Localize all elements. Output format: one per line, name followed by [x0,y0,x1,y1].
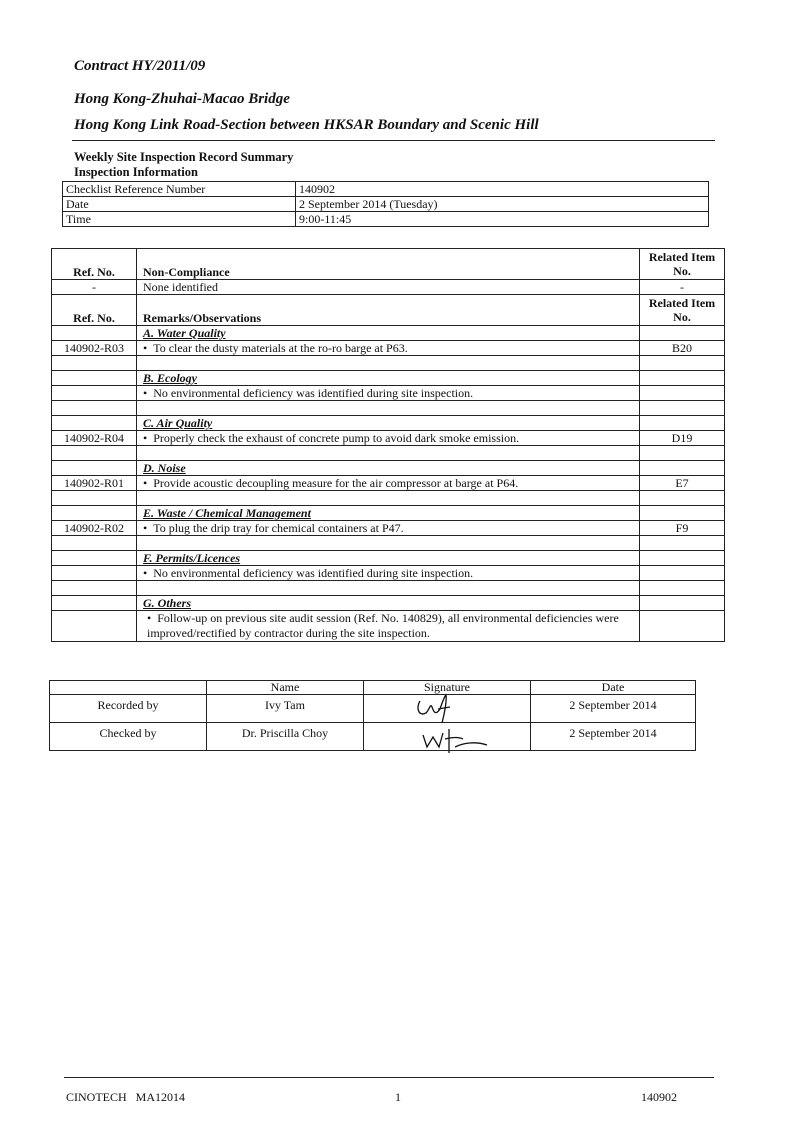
non-compliance-header [52,249,725,280]
related-header: Related Item No. [640,249,725,280]
date-header: Date [531,681,696,695]
remark-row [52,341,725,356]
section-heading-row [52,416,725,431]
ref-cell: 140902-R01 [52,476,137,491]
section-heading: A. Water Quality [143,326,226,340]
findings-table [51,248,725,642]
info-row [63,197,709,212]
info-label: Time [63,212,296,227]
section-heading: B. Ecology [143,371,197,385]
ref-cell: 140902-R02 [52,521,137,536]
record-title: Weekly Site Inspection Record Summary [74,150,294,164]
related-cell [640,611,725,642]
role-label: Recorded by [50,695,207,723]
section-heading-row [52,506,725,521]
info-value: 2 September 2014 (Tuesday) [296,197,709,212]
blank-row [52,491,725,506]
signer-name: Ivy Tam [207,695,364,723]
related-cell [640,386,725,401]
role-label: Checked by [50,723,207,751]
remark-text: • Provide acoustic decoupling measure for the air compressor at barge at P64. [137,476,640,491]
remark-text: • Follow-up on previous site audit session (Ref. No. 140829), all environmental deficiencies were improved/rectified by contractor during the site inspection. [147,611,619,640]
signature-cell [364,723,531,751]
ref-cell [52,566,137,581]
signature-header: Signature [364,681,531,695]
sign-date: 2 September 2014 [531,695,696,723]
remarks-header [52,295,725,326]
info-value: 140902 [296,182,709,197]
section-heading: E. Waste / Chemical Management [143,506,311,520]
blank-row [52,536,725,551]
ref-header: Ref. No. [52,295,137,326]
info-row [63,212,709,227]
info-label: Checklist Reference Number [63,182,296,197]
recorded-signature [414,693,484,723]
name-header: Name [207,681,364,695]
remark-row [52,476,725,491]
related-cell [640,566,725,581]
ref-cell: 140902-R03 [52,341,137,356]
related-header: Related Item No. [640,295,725,326]
section-heading-row [52,551,725,566]
remark-row [52,431,725,446]
section-heading-row [52,326,725,341]
blank-row [52,401,725,416]
ref-cell [52,386,137,401]
blank-row [52,446,725,461]
footer-ref: 140902 [641,1090,677,1104]
remark-row [52,566,725,581]
remark-text: • To clear the dusty materials at the ro-ro barge at P63. [137,341,640,356]
section-heading: C. Air Quality [143,416,213,430]
signoff-row [50,695,696,723]
blank-row [52,356,725,371]
section-title: Hong Kong Link Road-Section between HKSAR Boundary and Scenic Hill [74,117,539,133]
inspection-info-title: Inspection Information [74,165,198,179]
signature-cell [364,695,531,723]
signoff-row [50,723,696,751]
section-heading: G. Others [143,596,192,610]
related-cell: E7 [640,476,725,491]
remark-text: • To plug the drip tray for chemical containers at P47. [137,521,640,536]
ref-header: Ref. No. [52,249,137,280]
remark-row [52,611,725,642]
contract-number: Contract HY/2011/09 [74,58,206,74]
section-heading-row [52,371,725,386]
role-header [50,681,207,695]
info-value: 9:00-11:45 [296,212,709,227]
signoff-header-row [50,681,696,695]
inspection-info-table [62,181,709,227]
signoff-table [49,680,696,751]
checked-signature [419,725,509,755]
section-heading-row [52,461,725,476]
sign-date: 2 September 2014 [531,723,696,751]
remark-row [52,521,725,536]
remark-text: • No environmental deficiency was identified during site inspection. [137,386,640,401]
section-heading: F. Permits/Licences [143,551,241,565]
ref-cell: - [52,280,137,295]
info-row [63,182,709,197]
section-heading: D. Noise [143,461,186,475]
signer-name: Dr. Priscilla Choy [207,723,364,751]
non-compliance-header-label: Non-Compliance [137,249,640,280]
remark-text: • Properly check the exhaust of concrete pump to avoid dark smoke emission. [137,431,640,446]
related-cell: - [640,280,725,295]
non-compliance-text: None identified [137,280,640,295]
project-title: Hong Kong-Zhuhai-Macao Bridge [74,91,290,107]
header-divider [72,140,715,141]
remarks-header-label: Remarks/Observations [137,295,640,326]
related-cell: B20 [640,341,725,356]
non-compliance-row [52,280,725,295]
ref-cell: 140902-R04 [52,431,137,446]
remark-text: • No environmental deficiency was identified during site inspection. [137,566,640,581]
remark-row [52,386,725,401]
related-cell: F9 [640,521,725,536]
page-number: 1 [395,1090,401,1104]
ref-cell [52,611,137,642]
footer-divider [64,1077,714,1078]
related-cell: D19 [640,431,725,446]
section-heading-row [52,596,725,611]
blank-row [52,581,725,596]
footer-doc-code: CINOTECH MA12014 [66,1090,185,1104]
info-label: Date [63,197,296,212]
